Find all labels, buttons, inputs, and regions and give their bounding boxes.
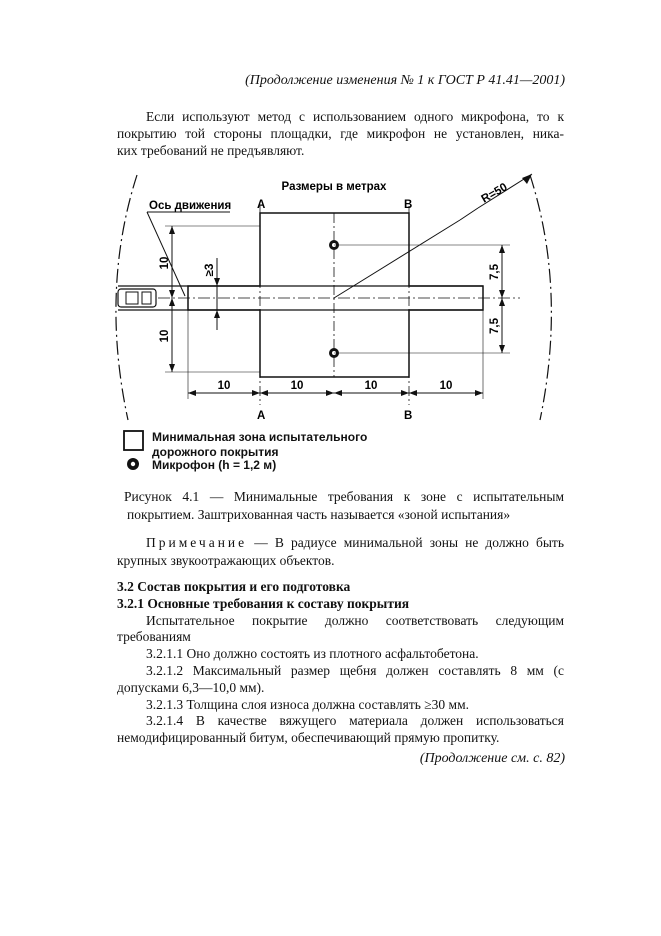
dim-label-7-5-bottom: 7,5 [489,318,501,334]
section-item: 3.2.1.3 Толщина слоя износа должна составлять ≥30 мм. [146,696,469,712]
dim-label-min-width: ≥3 [204,263,216,277]
axis-label: Ось движения [149,200,232,212]
legend-zone-line: Минимальная зона испытательного [152,430,368,444]
section-text: Испытательное покрытие должно соответствовать следующим требованиям [117,612,564,645]
radius-arc-right [530,175,551,420]
figure-title: Размеры в метрах [281,181,387,193]
legend-zone-symbol [124,431,143,450]
dim-label-10: 10 [217,380,231,392]
caption-line: покрытием. Заштрихованная часть называется «зоной испытания» [127,507,511,522]
caption-line: Рисунок 4.1 — Минимальные требования к зоне с испытательным [124,489,564,504]
page-header: (Продолжение изменения № 1 к ГОСТ Р 41.41—2001) [245,73,565,88]
dim-label-10: 10 [290,380,304,392]
dim-label-10: 10 [364,380,378,392]
car-icon [118,289,156,307]
section-item: 3.2.1.4 В качестве вяжущего материала должен использоваться немодифицированный битум, обеспечивающий прямую пропитку. [117,713,564,746]
figure-caption [124,488,564,524]
note-text: — В радиусе минимальной зоны не должно быть крупных звукоотражающих объектов. [117,535,564,568]
section-item: 3.2.1.2 Максимальный размер щебня должен составлять 8 мм (с допусками 6,3—10,0 мм). [117,662,564,695]
radius-label: R=50 [479,181,510,206]
legend-zone-line: дорожного покрытия [152,445,279,459]
radius-arrow [522,174,532,184]
note-paragraph [117,534,564,570]
legend-mic-text: Микрофон (h = 1,2 м) [152,458,277,472]
radius-line [460,208,478,220]
section-a-label-top: A [257,199,266,211]
legend-zone-text [152,430,367,460]
page-footer: (Продолжение см. с. 82) [419,751,565,766]
dim-label-10-bottom: 10 [159,329,171,343]
axis-leader [147,212,185,296]
dim-label-10-top: 10 [159,256,171,270]
section-a-label-bottom: A [257,410,266,422]
section-item: 3.2.1.1 Оно должно состоять из плотного асфальтобетона. [146,646,479,662]
note-label: Примечание [146,535,248,550]
intro-line: покрытию той стороны площадки, где микрофон не установлен, ника- [117,126,564,141]
intro-line: Если используют метод с использованием одного микрофона, то к [146,109,564,124]
section-b-label-bottom: B [404,410,413,422]
section-b-label-top: B [404,199,413,211]
intro-line: ких требований не предъявляют. [117,143,305,158]
dim-label-7-5-top: 7,5 [489,264,501,280]
section-heading: 3.2 Состав покрытия и его подготовка [117,579,351,594]
subsection-heading: 3.2.1 Основные требования к составу покрытия [117,595,410,611]
dim-label-10: 10 [439,380,453,392]
section-3-2 [117,579,564,747]
